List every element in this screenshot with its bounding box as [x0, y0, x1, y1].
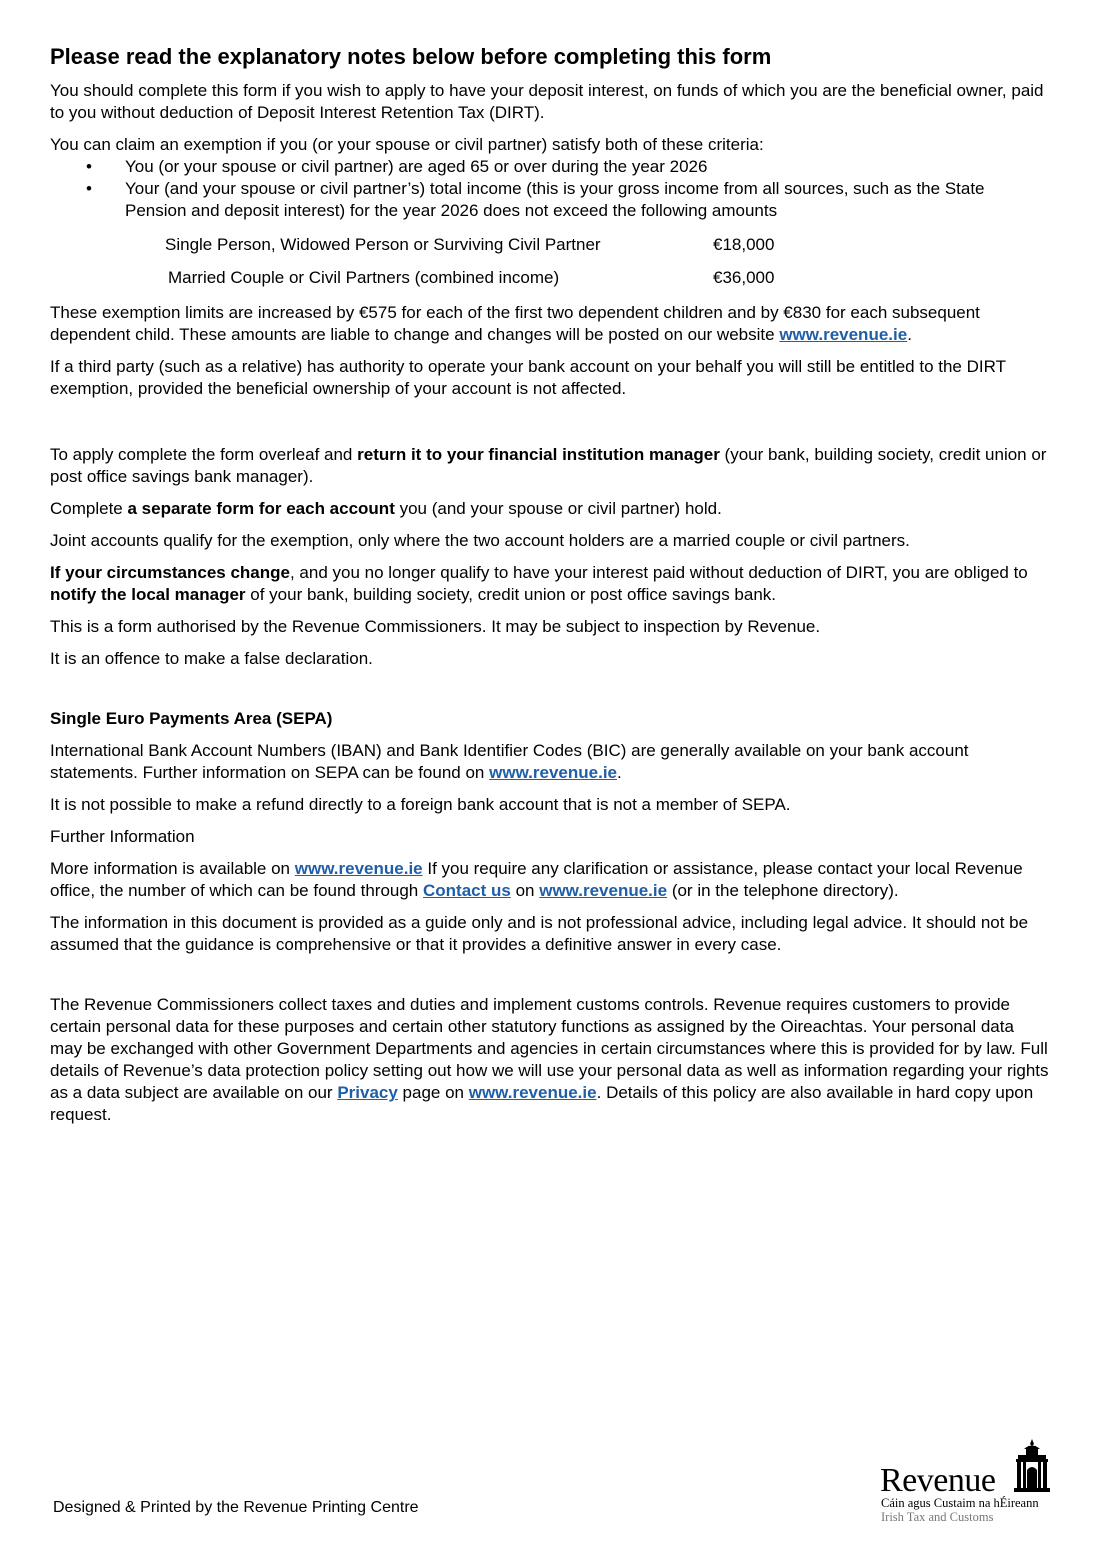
list-item: • You (or your spouse or civil partner) are aged 65 or over during the year 2026	[86, 157, 708, 177]
circumstances-paragraph: If your circumstances change, and you no longer qualify to have your interest paid without deduction of DIRT, you are obliged to notify the local manager of your bank, building society, credit union or post office savings bank.	[50, 563, 1028, 605]
printing-credit: Designed & Printed by the Revenue Printing Centre	[53, 1499, 419, 1516]
revenue-website-link[interactable]: www.revenue.ie	[539, 881, 668, 901]
separate-form-paragraph: Complete a separate form for each account you (and your spouse or civil partner) hold.	[50, 499, 722, 519]
custom-house-icon	[1012, 1438, 1052, 1494]
further-information-heading: Further Information	[50, 827, 195, 847]
refund-paragraph: It is not possible to make a refund directly to a foreign bank account that is not a member of SEPA.	[50, 795, 791, 815]
intro-paragraph: You should complete this form if you wish to apply to have your deposit interest, on funds of which you are the beneficial owner, paid to you without deduction of Deposit Interest Retention Tax (DIRT).	[50, 81, 1044, 123]
offence-paragraph: It is an offence to make a false declaration.	[50, 649, 373, 669]
page-title: Please read the explanatory notes below before completing this form	[50, 44, 772, 69]
limit-amount: €36,000	[713, 267, 775, 287]
logo-wordmark: Revenue	[880, 1462, 996, 1499]
limits-note: These exemption limits are increased by €575 for each of the first two dependent children and by €830 for each subsequent dependent child. These amounts are liable to change and changes will be posted on our website www.revenue.ie.	[50, 303, 980, 345]
logo-english-subtitle: Irish Tax and Customs	[881, 1510, 994, 1524]
sepa-paragraph: International Bank Account Numbers (IBAN) and Bank Identifier Codes (BIC) are generally available on your bank account statements. Further information on SEPA can be found on www.revenue.ie.	[50, 741, 969, 783]
revenue-website-link[interactable]: www.revenue.ie	[294, 859, 423, 879]
limit-label: Married Couple or Civil Partners (combined income)	[168, 267, 560, 287]
contact-us-link[interactable]: Contact us	[423, 881, 511, 901]
sepa-heading: Single Euro Payments Area (SEPA)	[50, 709, 333, 729]
revenue-website-link[interactable]: www.revenue.ie	[489, 763, 617, 783]
bullet: •	[86, 179, 92, 199]
further-information-paragraph: More information is available on www.revenue.ie If you require any clarification or assistance, please contact your local Revenue office, the number of which can be found through Contact us on www.revenue.ie (or in the telephone directory).	[50, 859, 1023, 901]
revenue-website-link[interactable]: www.revenue.ie	[779, 325, 908, 345]
disclaimer-paragraph: The information in this document is provided as a guide only and is not professional advice, including legal advice. It should not be assumed that the guidance is comprehensive or that it provides a definitive answer in every case.	[50, 913, 1029, 955]
table-row	[165, 261, 1050, 294]
bullet: •	[86, 157, 92, 177]
limit-amount: €18,000	[713, 234, 775, 254]
joint-accounts-paragraph: Joint accounts qualify for the exemption, only where the two account holders are a married couple or civil partners.	[50, 531, 910, 551]
table-row	[165, 228, 1050, 261]
privacy-paragraph: The Revenue Commissioners collect taxes and duties and implement customs controls. Revenue requires customers to provide certain personal data for these purposes and certain other statutory functions as assigned by the Oireachtas. Your personal data may be exchanged with other Government Departments and agencies in certain circumstances where this is provided for by law. Full details of Revenue’s data protection policy setting out how we will use your personal data as well as information regarding your rights as a data subject are available on our Privacy page on www.revenue.ie. Details of this policy are also available in hard copy upon request.	[50, 995, 1049, 1125]
limit-label: Single Person, Widowed Person or Surviving Civil Partner	[165, 234, 601, 254]
third-party-paragraph: If a third party (such as a relative) has authority to operate your bank account on your behalf you will still be entitled to the DIRT exemption, provided the beneficial ownership of your account is not affected.	[50, 357, 1006, 399]
authorised-paragraph: This is a form authorised by the Revenue Commissioners. It may be subject to inspection by Revenue.	[50, 617, 821, 637]
apply-paragraph: To apply complete the form overleaf and return it to your financial institution manager (your bank, building society, credit union or post office savings bank manager).	[50, 445, 1047, 487]
revenue-logo	[880, 1438, 1055, 1528]
revenue-website-link[interactable]: www.revenue.ie	[468, 1083, 597, 1103]
income-limits-table	[165, 228, 1050, 294]
explanatory-notes	[50, 44, 1050, 1136]
criteria-list	[50, 156, 1050, 222]
claim-intro: You can claim an exemption if you (or your spouse or civil partner) satisfy both of these criteria:	[50, 135, 764, 155]
privacy-link[interactable]: Privacy	[337, 1083, 398, 1103]
list-item: • Your (and your spouse or civil partner’s) total income (this is your gross income from all sources, such as the State Pension and deposit interest) for the year 2026 does not exceed the following amounts	[86, 179, 985, 221]
logo-irish-subtitle: Cáin agus Custaim na hÉireann	[881, 1496, 1039, 1510]
